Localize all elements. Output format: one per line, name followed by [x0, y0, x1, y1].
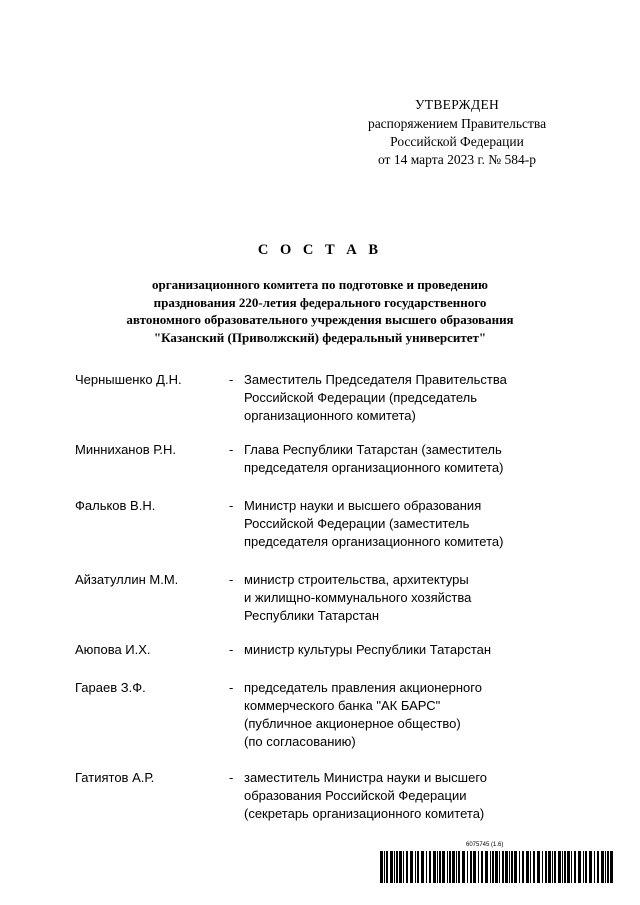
member-dash: - [229, 372, 234, 387]
member-role-line: председателя организационного комитета) [244, 460, 504, 475]
member-row [75, 371, 545, 425]
barcode-stamp [378, 842, 618, 886]
member-role-line: Российской Федерации (председатель [244, 390, 478, 405]
heading-line-4: "Казанский (Приволжский) федеральный университет" [153, 329, 487, 345]
member-role-line: организационного комитета) [244, 408, 416, 423]
document-code: 6075745 (1.6) [466, 842, 504, 848]
member-dash: - [229, 442, 234, 457]
member-role-line: (по согласованию) [244, 734, 356, 749]
member-row [75, 571, 545, 625]
heading-line-1: организационного комитета по подготовке и проведению [152, 277, 488, 292]
member-role-line: председатель правления акционерного [244, 680, 482, 695]
approval-line-2: распоряжением Правительства [367, 116, 547, 131]
approval-title: УТВЕРЖДЕН [414, 97, 500, 112]
member-row [75, 679, 545, 751]
member-role [244, 679, 545, 751]
member-name: Фальков В.Н. [75, 498, 156, 513]
member-role-line: Российской Федерации (заместитель [244, 516, 470, 531]
member-role [244, 769, 545, 823]
approval-date: от 14 марта 2023 г. № 584-р [377, 152, 537, 167]
member-role-line: Республики Татарстан [244, 608, 380, 623]
member-role-line: (публичное акционерное общество) [244, 716, 461, 731]
member-dash: - [229, 770, 234, 785]
approval-block [352, 96, 562, 169]
member-role-line: образования Российской Федерации [244, 788, 467, 803]
member-role [244, 371, 545, 425]
member-dash: - [229, 642, 234, 657]
member-role-line: коммерческого банка "АК БАРС" [244, 698, 441, 713]
member-name: Айзатуллин М.М. [75, 572, 179, 587]
member-name: Минниханов Р.Н. [75, 442, 177, 457]
member-role [244, 441, 545, 477]
member-role [244, 641, 545, 659]
member-list [75, 371, 545, 823]
member-role-line: министр строительства, архитектуры [244, 572, 469, 587]
member-role-line: Министр науки и высшего образования [244, 498, 482, 513]
member-row [75, 769, 545, 823]
document-heading [60, 242, 580, 346]
member-dash: - [229, 498, 234, 513]
member-name: Гараев З.Ф. [75, 680, 146, 695]
member-row [75, 641, 545, 659]
member-role-line: Заместитель Председателя Правительства [244, 372, 507, 387]
member-role-line: министр культуры Республики Татарстан [244, 642, 492, 657]
member-row [75, 497, 545, 551]
member-role [244, 571, 545, 625]
member-row [75, 441, 545, 477]
member-role-line: (секретарь организационного комитета) [244, 806, 485, 821]
member-dash: - [229, 680, 234, 695]
member-role-line: председателя организационного комитета) [244, 534, 504, 549]
member-name: Чернышенко Д.Н. [75, 372, 182, 387]
member-name: Аюпова И.Х. [75, 642, 151, 657]
document-title: С О С Т А В [257, 242, 383, 258]
member-role [244, 497, 545, 551]
member-role-line: и жилищно-коммунального хозяйства [244, 590, 472, 605]
member-role-line: Глава Республики Татарстан (заместитель [244, 442, 502, 457]
member-name: Гатиятов А.Р. [75, 770, 155, 785]
approval-line-3: Российской Федерации [390, 134, 524, 149]
member-role-line: заместитель Министра науки и высшего [244, 770, 488, 785]
member-dash: - [229, 572, 234, 587]
heading-line-2: празднования 220-летия федерального государственного [153, 294, 487, 310]
heading-line-3: автономного образовательного учреждения высшего образования [126, 312, 514, 327]
barcode-icon [378, 851, 618, 883]
